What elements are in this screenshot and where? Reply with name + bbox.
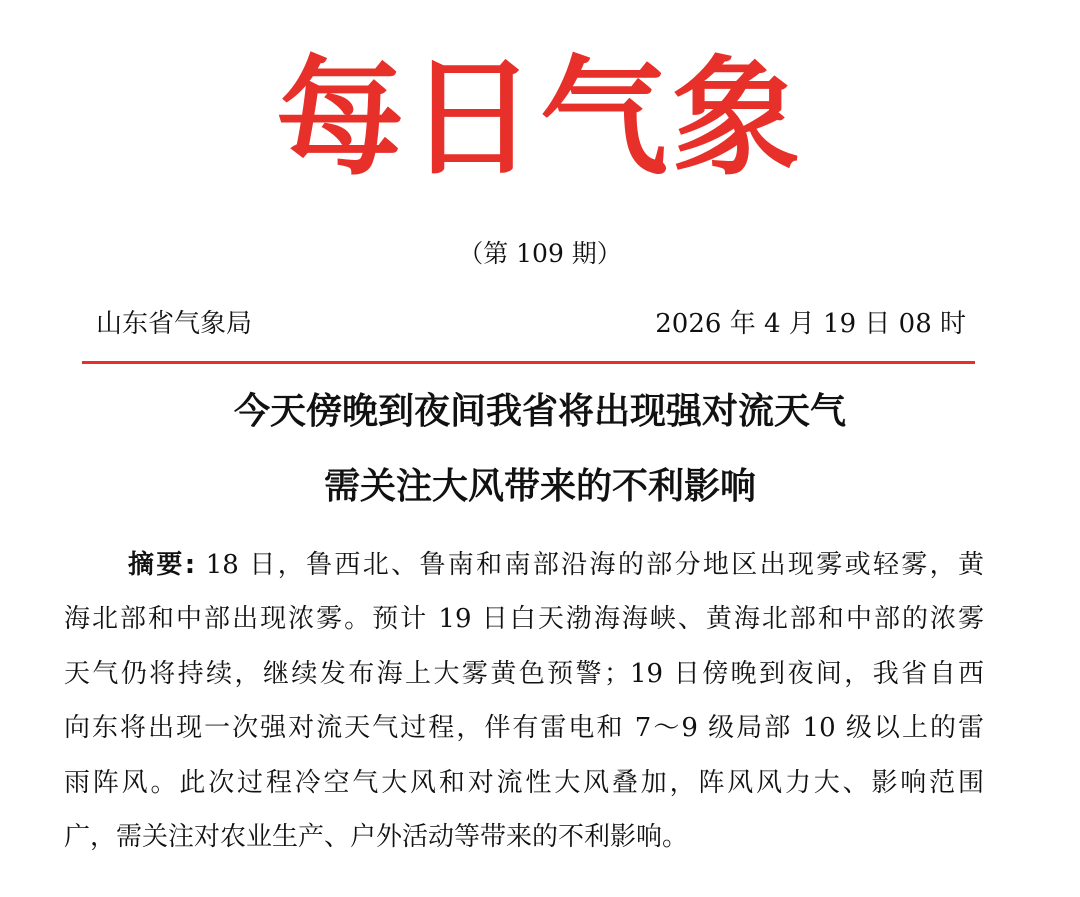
divider-rule <box>82 361 975 364</box>
abstract-line-text: 18 日，鲁西北、鲁南和南部沿海的部分地区出现雾或轻雾，黄 <box>195 550 984 580</box>
headline-line-1: 今天傍晚到夜间我省将出现强对流天气 <box>233 391 846 432</box>
issue-datetime: 2026 年 4 月 19 日 08 时 <box>655 309 966 339</box>
abstract-line: 海北部和中部出现浓雾。预计 19 日白天渤海海峡、黄海北部和中部的浓雾 <box>64 604 984 635</box>
abstract-label: 摘要: <box>128 550 196 580</box>
abstract-paragraph <box>64 538 984 864</box>
abstract-line: 向东将出现一次强对流天气过程，伴有雷电和 7～9 级局部 10 级以上的雷 <box>64 713 984 744</box>
issue-number: （第 109 期） <box>458 239 622 268</box>
publisher: 山东省气象局 <box>96 309 253 339</box>
abstract-line: 天气仍将持续，继续发布海上大雾黄色预警；19 日傍晚到夜间，我省自西 <box>64 658 984 689</box>
abstract-line <box>64 538 984 592</box>
abstract-line: 广，需关注对农业生产、户外活动等带来的不利影响。 <box>64 822 689 853</box>
abstract-line: 雨阵风。此次过程冷空气大风和对流性大风叠加，阵风风力大、影响范围 <box>64 767 984 798</box>
masthead-title: 每日气象 <box>275 44 804 193</box>
headline-line-2: 需关注大风带来的不利影响 <box>323 466 756 507</box>
